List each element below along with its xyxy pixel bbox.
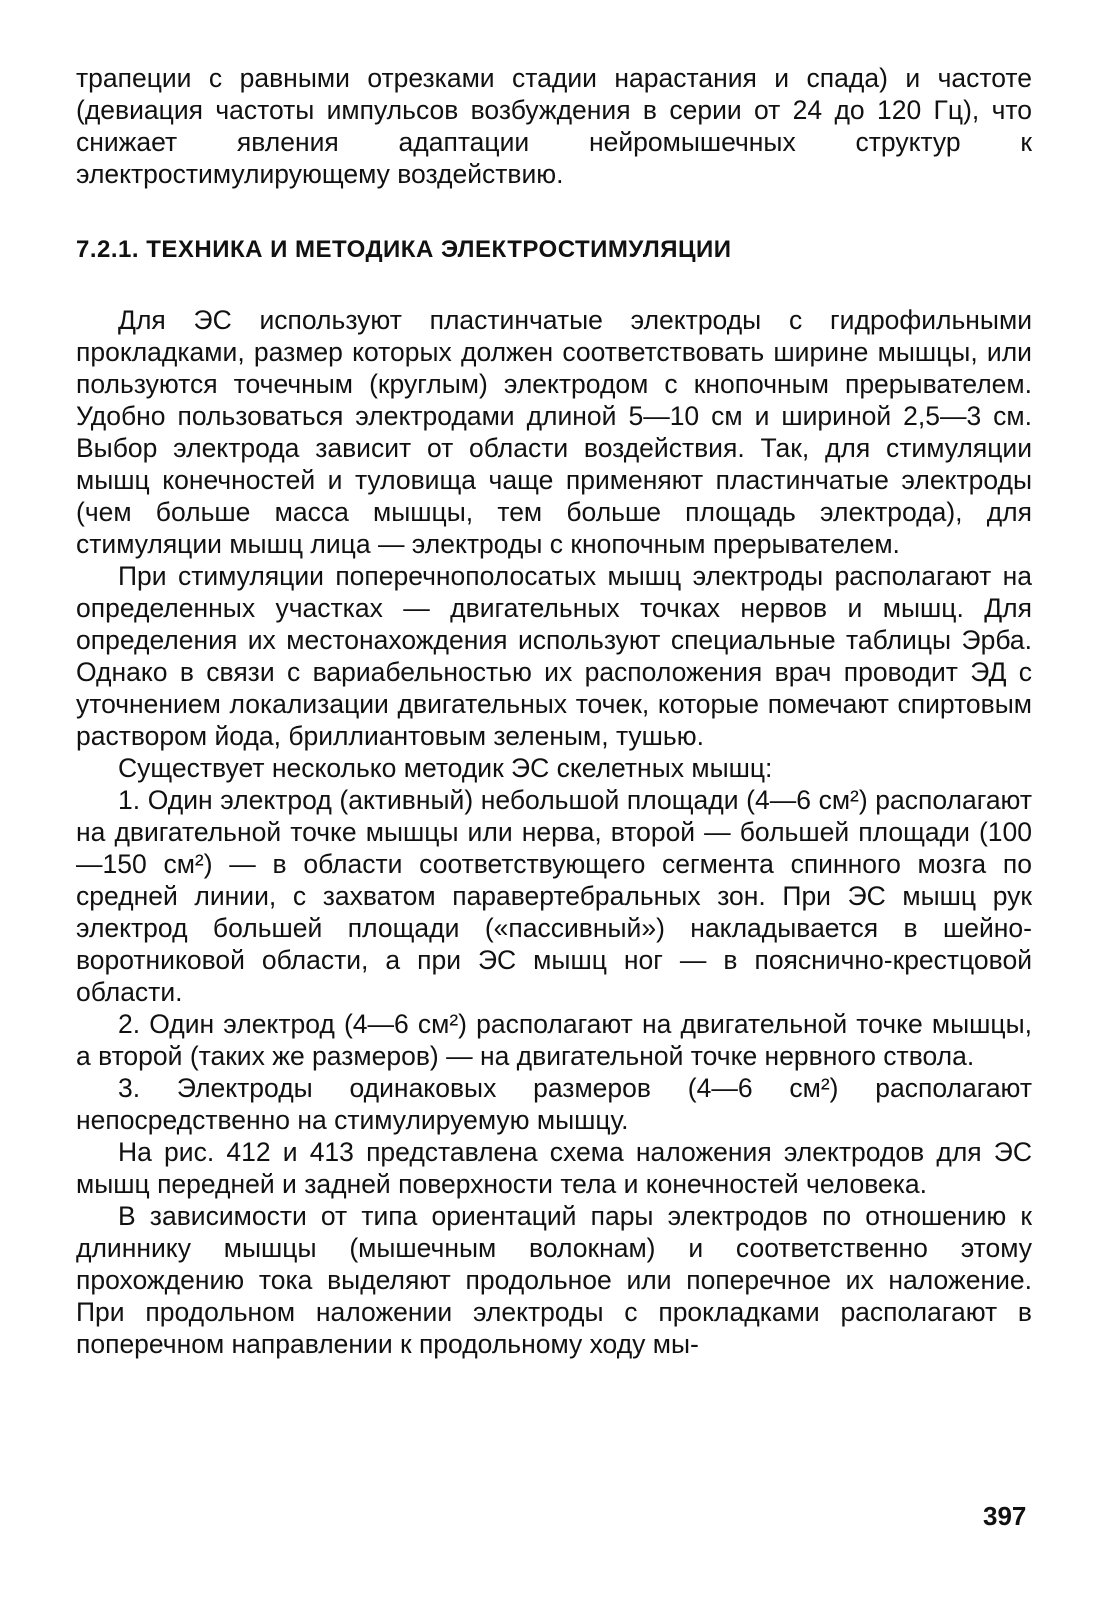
paragraph-orientation: В зависимости от типа ориентаций пары электродов по отношению к длиннику мышцы (мышечным волокнам) и соответственно этому прохождению тока выделяют продольное или поперечное их наложение. При продольном наложении электроды с прокладками располагают в поперечном направлении к продольному ходу мы- <box>76 1201 1032 1359</box>
method-item-3: 3. Электроды одинаковых размеров (4—6 см²) располагают непосредственно на стимулируемую мышцу. <box>76 1073 1032 1135</box>
section-heading: 7.2.1. ТЕХНИКА И МЕТОДИКА ЭЛЕКТРОСТИМУЛЯЦИИ <box>76 236 732 263</box>
page-number: 397 <box>983 1501 1027 1531</box>
intro-paragraph: трапеции с равными отрезками стадии нарастания и спада) и частоте (девиация частоты импульсов возбуждения в серии от 24 до 120 Гц), что снижает явления адаптации нейромышечных структур к электростимулирующему воздействию. <box>76 63 1032 189</box>
paragraph-methods-intro: Существует несколько методик ЭС скелетных мышц: <box>118 753 773 783</box>
method-item-2: 2. Один электрод (4—6 см²) располагают на двигательной точке мышцы, а второй (таких же размеров) — на двигательной точке нервного ствола. <box>76 1009 1032 1071</box>
paragraph-motor-points: При стимуляции поперечнополосатых мышц электроды располагают на определенных участках — двигательных точках нервов и мышц. Для определения их местонахождения используют специальные таблицы Эрба. Однако в связи с вариабельностью их расположения врач проводит ЭД с уточнением локализации двигательных точек, которые помечают спиртовым раствором йода, бриллиантовым зеленым, тушью. <box>76 561 1032 751</box>
paragraph-electrodes: Для ЭС используют пластинчатые электроды с гидрофильными прокладками, размер которых должен соответствовать ширине мышцы, или пользуются точечным (круглым) электродом с кнопочным прерывателем. Удобно пользоваться электродами длиной 5—10 см и шириной 2,5—3 см. Выбор электрода зависит от области воздействия. Так, для стимуляции мышц конечностей и туловища чаще применяют пластинчатые электроды (чем больше масса мышцы, тем больше площадь электрода), для стимуляции мышц лица — электроды с кнопочным прерывателем. <box>76 305 1032 559</box>
paragraph-figure-reference: На рис. 412 и 413 представлена схема наложения электродов для ЭС мышц передней и задней поверхности тела и конечностей человека. <box>76 1137 1032 1199</box>
page-content <box>76 62 1032 1360</box>
method-item-1: 1. Один электрод (активный) небольшой площади (4—6 см²) располагают на двигательной точке мышцы или нерва, второй — большей площади (100—150 см²) — в области соответствующего сегмента спинного мозга по средней линии, с захватом паравертебральных зон. При ЭС мышц рук электрод большей площади («пассивный») накладывается в шейно-воротниковой области, а при ЭС мышц ног — в пояснично-крестцовой области. <box>76 785 1032 1007</box>
